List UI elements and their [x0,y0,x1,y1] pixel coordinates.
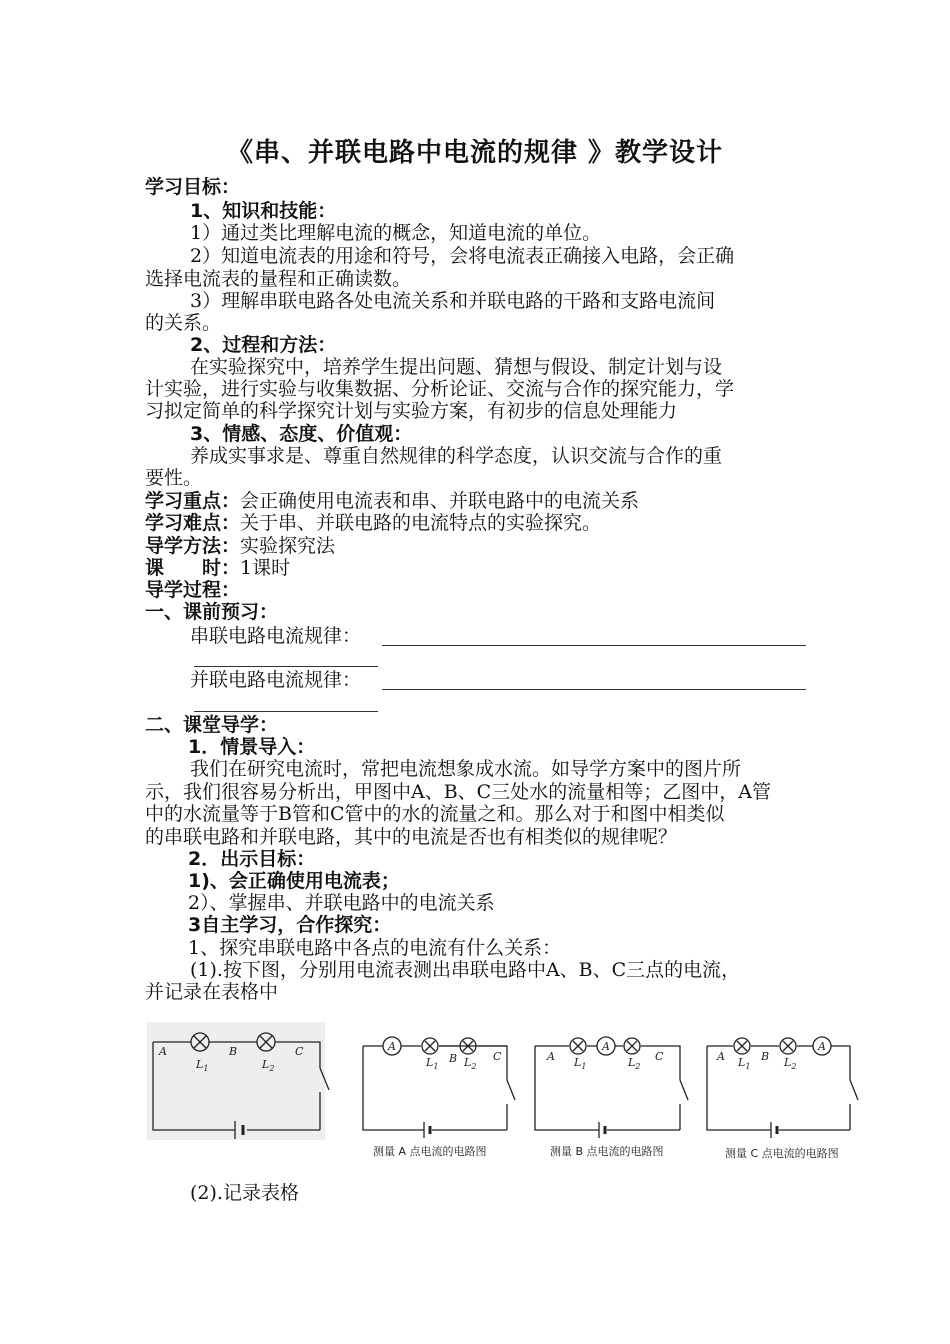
circuit-4-wires [707,1046,850,1130]
knowledge-item-2-line-2: 选择电流表的量程和正确读数。 [145,268,412,290]
lamp-l2-label: $L_2$ [464,1056,477,1071]
point-a-label: A [159,1045,167,1058]
preview-heading: 一、课前预习： [145,601,279,623]
intro-heading: 1．情景导入： [188,736,316,758]
intro-line-4: 的串联电路和并联电路，其中的电流是否也有相类似的规律呢？ [145,826,678,848]
study-question-1: 1、探究串联电路中各点的电流有什么关系： [188,937,562,959]
emotion-line-2: 要性。 [145,467,203,489]
point-c-label: C [295,1045,304,1058]
knowledge-item-3-line-1: 3）理解串联电路各处电流关系和并联电路的干路和支路电流间 [190,290,716,312]
method-row [145,535,335,557]
point-b-label: B [229,1045,238,1058]
lamp-l2-label: $L_2$ [262,1058,275,1073]
circuit-2-switch [507,1080,515,1100]
point-c-label: C [493,1050,502,1063]
objectives-heading: 学习目标： [145,176,241,198]
point-a-label: A [547,1050,555,1063]
point-a-label: A [717,1050,725,1063]
circuit-diagrams [145,1020,865,1170]
ammeter-label: A [602,1040,610,1053]
lamp-l2-label: $L_2$ [784,1056,797,1071]
step-2: (2).记录表格 [190,1182,299,1204]
series-rule-blank [382,645,806,646]
lamp-cross [573,1041,583,1051]
hours-text: 1课时 [240,557,291,579]
parallel-rule-label: 并联电路电流规律： [190,669,362,691]
emotion-line-1: 养成实事求是、尊重自然规律的科学态度，认识交流与合作的重 [190,445,723,467]
process-line-2: 计实验，进行实验与收集数据、分析论证、交流与合作的探究能力，学 [145,378,735,400]
study-heading: 3自主学习，合作探究： [188,914,392,936]
process-line-3: 习拟定简单的科学探究计划与实验方案，有初步的信息处理能力 [145,400,678,422]
method-text: 实验探究法 [240,535,336,557]
key-point-label: 学习重点： [145,490,241,512]
difficulty-label: 学习难点： [145,512,241,534]
ammeter-label: A [818,1040,826,1053]
knowledge-item-3-line-2: 的关系。 [145,312,222,334]
lamp-cross [425,1041,435,1051]
lamp-l1-label: $L_1$ [196,1058,209,1073]
point-b-label: B [449,1052,458,1065]
intro-line-2: 示，我们很容易分析出，甲图中A、B、C三处水的流量相等；乙图中，A管 [145,781,771,803]
process-heading: 2、过程和方法： [190,334,337,356]
point-c-label: C [655,1050,664,1063]
parallel-rule-blank [382,689,806,690]
lamp-l2-label: $L_2$ [628,1056,641,1071]
lamp-l1-label: $L_1$ [574,1056,587,1071]
knowledge-item-1: 1）通过类比理解电流的概念，知道电流的单位。 [190,222,602,244]
circuit-4-switch [850,1080,858,1100]
emotion-heading: 3、情感、态度、价值观： [190,423,413,445]
document-title: 《串、并联电路中电流的规律 》教学设计 [226,138,724,168]
lamp-cross [783,1041,793,1051]
knowledge-item-2-line-1: 2）知道电流表的用途和符号，会将电流表正确接入电路，会正确 [190,245,735,267]
key-point-text: 会正确使用电流表和串、并联电路中的电流关系 [240,490,640,512]
goal-2: 2）、掌握串、并联电路中的电流关系 [188,892,495,914]
hours-row [145,557,290,579]
classroom-heading: 二、课堂导学： [145,714,279,736]
lamp-cross [627,1041,637,1051]
difficulty-text: 关于串、并联电路的电流特点的实验探究。 [240,512,602,534]
difficulty-row [145,512,601,534]
lamp-l1-label: $L_1$ [738,1056,751,1071]
point-b-label: B [761,1050,770,1063]
series-rule-blank-continued [194,666,378,667]
lamp-l1-label: $L_1$ [426,1056,439,1071]
circuit-2-wires [363,1046,507,1130]
key-point-row [145,490,639,512]
caption-c: 测量 C 点电流的电路图 [725,1147,839,1160]
step-1-line-1: (1).按下图，分别用电流表测出串联电路中A、B、C三点的电流， [190,959,741,981]
hours-label: 课 时： [145,557,241,579]
lamp-cross [737,1041,747,1051]
series-rule-label: 串联电路电流规律： [190,625,362,647]
parallel-rule-blank-continued [194,711,378,712]
intro-line-1: 我们在研究电流时，常把电流想象成水流。如导学方案中的图片所 [190,758,742,780]
intro-line-3: 中的水流量等于B管和C管中的水的流量之和。那么对于和图中相类似 [145,803,725,825]
knowledge-heading: 1、知识和技能： [190,200,337,222]
goal-1: 1)、会正确使用电流表； [188,870,400,892]
circuit-3-switch [680,1080,688,1100]
circuit-1-background [147,1022,325,1140]
process-main-heading: 导学过程： [145,579,241,601]
process-line-1: 在实验探究中，培养学生提出问题、猜想与假设、制定计划与设 [190,356,723,378]
goals-heading: 2．出示目标： [188,848,316,870]
step-1-line-2: 并记录在表格中 [145,981,279,1003]
caption-b: 测量 B 点电流的电路图 [550,1145,664,1158]
caption-a: 测量 A 点电流的电路图 [373,1145,487,1158]
ammeter-label: A [388,1040,396,1053]
method-label: 导学方法： [145,535,241,557]
